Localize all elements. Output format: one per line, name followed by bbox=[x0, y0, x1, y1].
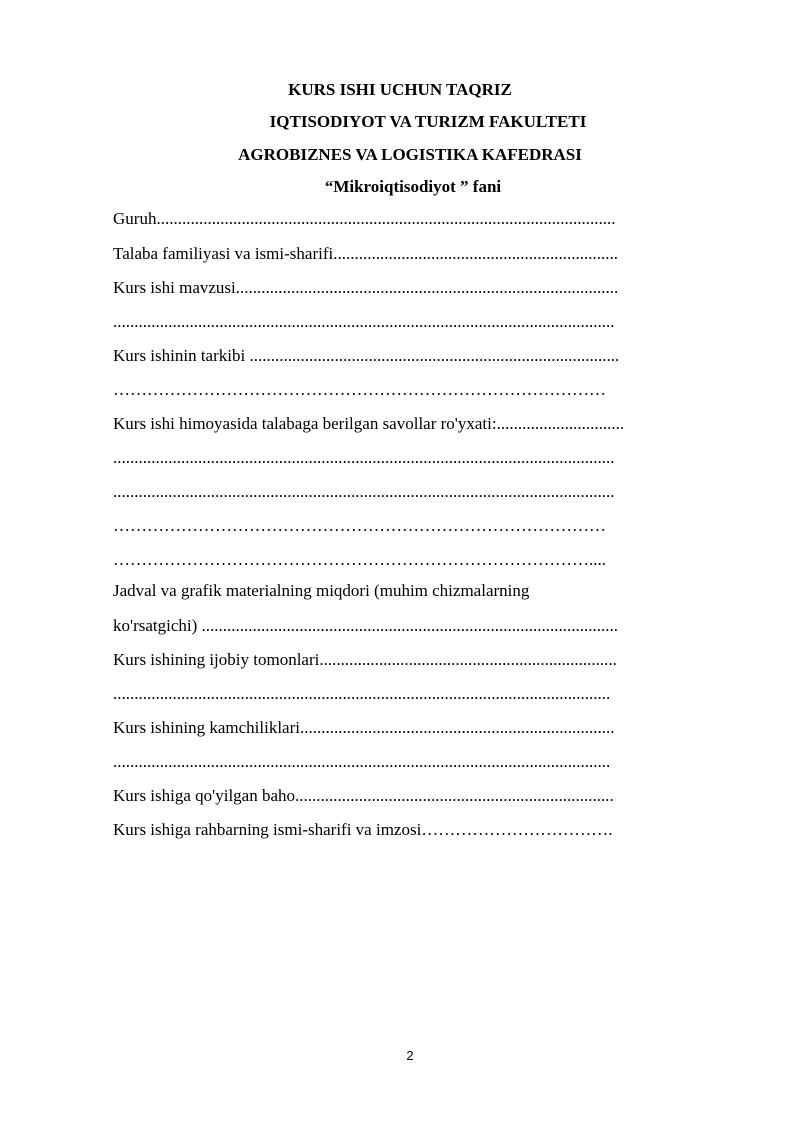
course-structure-field: Kurs ishinin tarkibi ....................................................................................... bbox=[113, 346, 620, 365]
group-field: Guruh............................................................................................................ bbox=[113, 209, 616, 228]
shortcomings-field: Kurs ishining kamchiliklari.......................................................................... bbox=[113, 718, 615, 737]
document-title: KURS ISHI UCHUN TAQRIZ bbox=[288, 80, 512, 99]
shortcomings-continuation: ..................................................................................................................... bbox=[113, 752, 611, 771]
supervisor-signature-field: Kurs ishiga rahbarning ismi-sharifi va imzosi……………………………. bbox=[113, 820, 613, 839]
faculty-heading: IQTISODIYOT VA TURIZM FAKULTETI bbox=[269, 112, 587, 131]
student-name-field: Talaba familiyasi va ismi-sharifi................................................................... bbox=[113, 244, 618, 263]
positive-aspects-field: Kurs ishining ijobiy tomonlari...................................................................... bbox=[113, 650, 617, 669]
positive-aspects-continuation: ..................................................................................................................... bbox=[113, 684, 611, 703]
department-heading: AGROBIZNES VA LOGISTIKA KAFEDRASI bbox=[238, 145, 582, 164]
defense-questions-line-4: ………………………………………………………………………….... bbox=[113, 550, 606, 569]
course-topic-field: Kurs ishi mavzusi.......................................................................................... bbox=[113, 278, 619, 297]
page-number: 2 bbox=[406, 1048, 414, 1063]
defense-questions-line-3: …………………………………………………………………………… bbox=[113, 516, 606, 535]
defense-questions-line-2: ...................................................................................................................... bbox=[113, 482, 615, 501]
defense-questions-line-1: ...................................................................................................................... bbox=[113, 448, 615, 467]
course-topic-continuation: ...................................................................................................................... bbox=[113, 312, 615, 331]
subject-heading: “Mikroiqtisodiyot ” fani bbox=[324, 177, 502, 196]
defense-questions-field: Kurs ishi himoyasida talabaga berilgan savollar ro'yxati:.............................. bbox=[113, 414, 625, 433]
course-structure-continuation: …………………………………………………………………………… bbox=[113, 380, 606, 399]
tables-graphics-continuation: ko'rsatgichi) .................................................................................................. bbox=[113, 616, 619, 635]
grade-field: Kurs ishiga qo'yilgan baho........................................................................... bbox=[113, 786, 614, 805]
tables-graphics-field: Jadval va grafik materialning miqdori (muhim chizmalarning bbox=[113, 581, 530, 600]
